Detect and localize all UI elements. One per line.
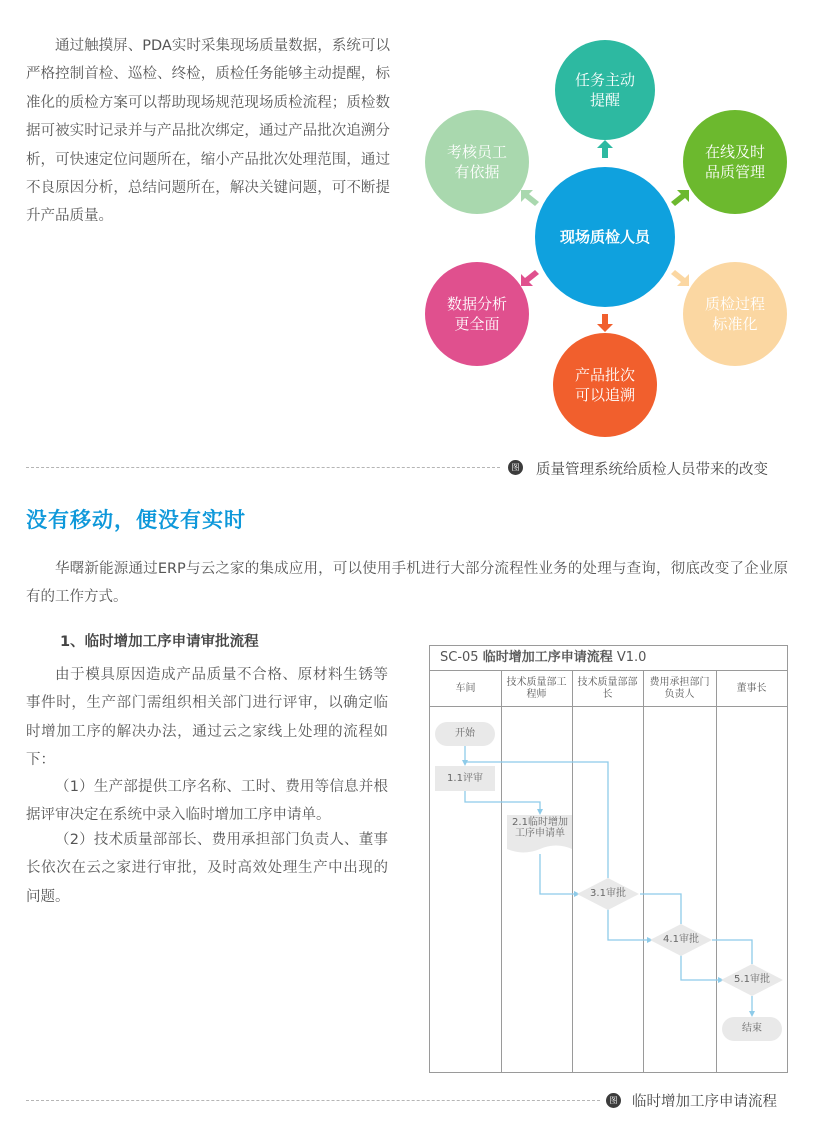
lane-header: 董事长	[716, 671, 787, 707]
body-paragraph-a: 由于模具原因造成产品质量不合格、原材料生锈等事件时，生产部门需组织相关部门进行评审，以确定临时增加工序的解决办法，通过云之家线上处理的流程如下：	[26, 667, 388, 769]
body-paragraph-b: （1）生产部提供工序名称、工时、费用等信息并根据评审决定在系统中录入临时增加工序申请单。	[26, 779, 388, 824]
caption-divider	[26, 467, 500, 468]
subheading: 1、临时增加工序申请审批流程	[60, 634, 259, 650]
section-heading: 没有移动，便没有实时	[26, 508, 246, 532]
caption-divider	[26, 1100, 600, 1101]
node-task-reminder: 任务主动提醒	[555, 40, 655, 140]
quality-inspector-diagram	[425, 40, 790, 440]
lane-header: 车间	[430, 671, 501, 707]
node-process-standard: 质检过程标准化	[683, 262, 787, 366]
step-2-1-label: 2.1临时增加工序申请单	[512, 817, 568, 839]
center-node: 现场质检人员	[535, 167, 675, 307]
arrow-upper-left-icon	[521, 190, 539, 206]
node-online-quality: 在线及时品质管理	[683, 110, 787, 214]
caption-badge-icon: 图	[606, 1093, 621, 1108]
arrow-lower-left-icon	[521, 270, 539, 286]
figure-caption: 临时增加工序申请流程	[632, 1094, 777, 1110]
intro-paragraph: 通过触摸屏、PDA实时采集现场质量数据，系统可以严格控制首检、巡检、终检，质检任务能够主动提醒，标准化的质检方案可以帮助现场规范现场质检流程；质检数据可被实时记录并与产品批次绑定，通过产品批次追溯分析，可快速定位问题所在，缩小产品批次处理范围，通过不良原因分析，总结问题所在，解决关键问题，可不断提升产品质量。	[26, 38, 390, 225]
decision-3-1-label: 3.1审批	[590, 888, 626, 899]
figure-caption: 质量管理系统给质检人员带来的改变	[536, 462, 768, 478]
arrow-down-icon	[597, 314, 613, 332]
node-data-analysis: 数据分析更全面	[425, 262, 529, 366]
node-staff-assessment: 考核员工有依据	[425, 110, 529, 214]
start-label: 开始	[455, 728, 475, 739]
lane-header: 技术质量部部长	[572, 671, 643, 707]
decision-5-1-label: 5.1审批	[734, 974, 770, 985]
lane-header: 费用承担部门负责人	[643, 671, 716, 707]
arrow-lower-right-icon	[671, 270, 689, 286]
arrow-up-icon	[597, 140, 613, 158]
body-paragraph-c: （2）技术质量部部长、费用承担部门负责人、董事长依次在云之家进行审批，及时高效处理生产中出现的问题。	[26, 832, 388, 905]
section-paragraph: 华曙新能源通过ERP与云之家的集成应用，可以使用手机进行大部分流程性业务的处理与查询，彻底改变了企业原有的工作方式。	[26, 561, 788, 606]
flowchart-title: SC-05 临时增加工序申请流程 V1.0	[430, 646, 787, 671]
flowchart	[429, 645, 788, 1073]
flow-connectors	[430, 646, 789, 1074]
lane-header: 技术质量部工程师	[501, 671, 572, 707]
node-batch-trace: 产品批次可以追溯	[553, 333, 657, 437]
step-1-1-label: 1.1评审	[447, 773, 483, 784]
end-label: 结束	[742, 1023, 762, 1034]
caption-badge-icon: 图	[508, 460, 523, 475]
decision-4-1-label: 4.1审批	[663, 934, 699, 945]
arrow-upper-right-icon	[671, 190, 689, 206]
